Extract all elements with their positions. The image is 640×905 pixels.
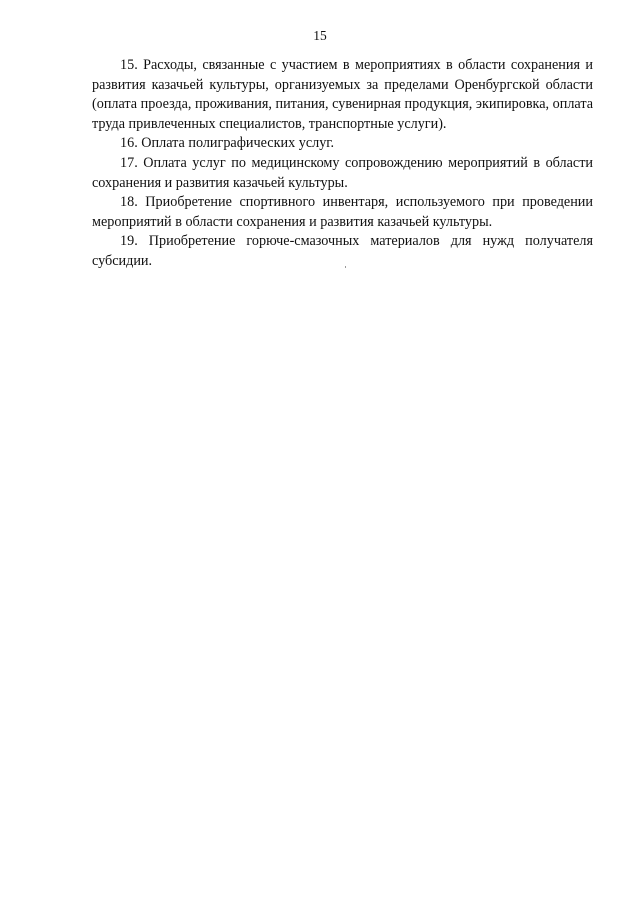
- page-number: 15: [313, 28, 327, 43]
- list-item-17: 17. Оплата услуг по медицинскому сопровождению мероприятий в области сохранения и развития казачьей культуры.: [92, 154, 593, 191]
- list-item-18: 18. Приобретение спортивного инвентаря, используемого при проведении мероприятий в области сохранения и развития казачьей культуры.: [92, 194, 593, 230]
- page-body: [92, 56, 593, 272]
- list-item-16: 16. Оплата полиграфических услуг.: [120, 135, 335, 152]
- scan-speck: [345, 266, 346, 268]
- list-item-19: 19. Приобретение горюче-смазочных материалов для нужд получателя субсидии.: [92, 233, 593, 269]
- list-item-15: 15. Расходы, связанные с участием в мероприятиях в области сохранения и развития казачьей культуры, организуемых за пределами Оренбургской области (оплата проезда, проживания, питания, сувенирная продукция, экипировка, оплата труда привлеченных специалистов, транспортные услуги).: [92, 57, 593, 132]
